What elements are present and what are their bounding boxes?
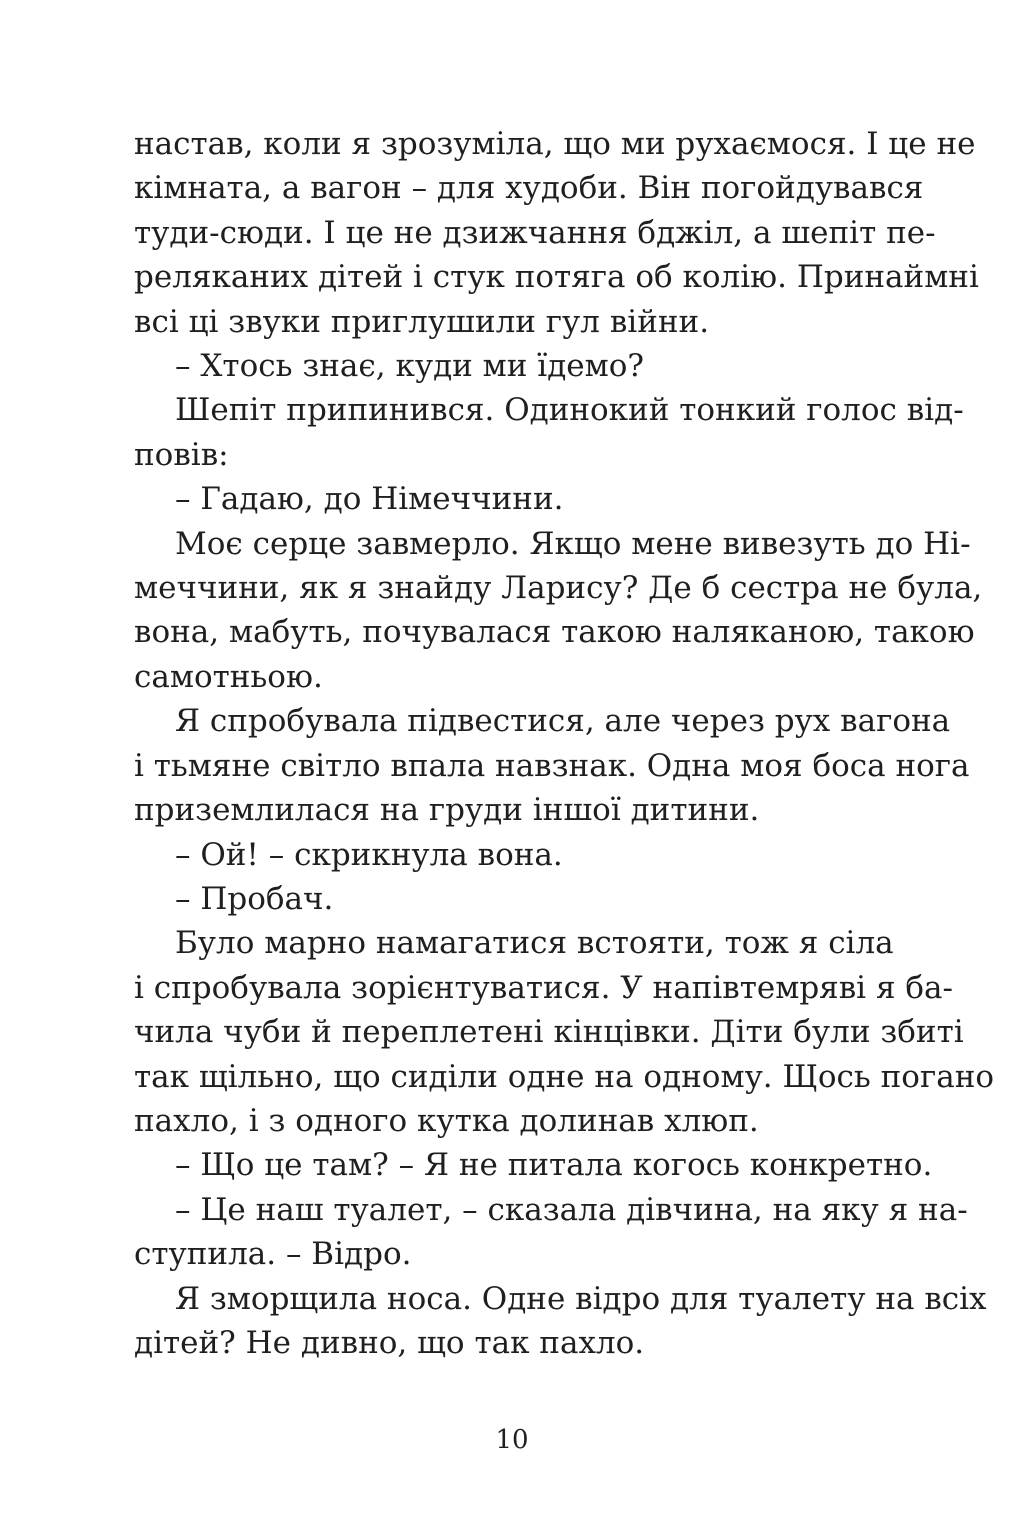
paragraph bbox=[134, 388, 964, 477]
text-line: вона, мабуть, почувалася такою наляканою, такою bbox=[134, 614, 975, 651]
page-body bbox=[134, 122, 995, 1365]
text-line: – Це наш туалет, – сказала дівчина, на яку я на- bbox=[175, 1191, 968, 1228]
text-line: настав, коли я зрозуміла, що ми рухаємося. І це не bbox=[134, 126, 976, 162]
text-line: чила чуби й переплетені кінцівки. Діти були збиті bbox=[134, 1014, 964, 1051]
text-line: всі ці звуки приглушили гул війни. bbox=[134, 303, 710, 340]
text-line: приземлилася на груди іншої дитини. bbox=[134, 792, 760, 829]
text-line: пахло, і з одного кутка долинав хлюп. bbox=[134, 1102, 759, 1139]
text-line: – Гадаю, до Німеччини. bbox=[175, 481, 564, 518]
text-line: меччини, як я знайду Ларису? Де б сестра не була, bbox=[134, 570, 983, 607]
paragraph bbox=[134, 1143, 933, 1187]
text-line: самотньою. bbox=[134, 658, 323, 695]
text-line: – Ой! – скрикнула вона. bbox=[175, 836, 563, 873]
paragraph bbox=[134, 921, 995, 1143]
text-line: – Що це там? – Я не питала когось конкретно. bbox=[175, 1147, 933, 1184]
text-line: – Пробач. bbox=[175, 880, 334, 917]
page-number: 10 bbox=[495, 1425, 529, 1455]
text-line: так щільно, що сиділи одне на одному. Щось погано bbox=[134, 1058, 995, 1095]
text-line: туди-сюди. І це не дзижчання бджіл, а шепіт пе- bbox=[134, 214, 936, 251]
text-line: дітей? Не дивно, що так пахло. bbox=[134, 1324, 645, 1361]
text-line: і спробувала зорієнтуватися. У напівтемряві я ба- bbox=[134, 969, 953, 1006]
text-line: повів: bbox=[134, 436, 229, 473]
paragraph bbox=[134, 1277, 987, 1366]
text-line: Моє серце завмерло. Якщо мене вивезуть до Ні- bbox=[175, 525, 971, 562]
paragraph bbox=[134, 122, 979, 344]
paragraph bbox=[134, 877, 886, 921]
paragraph bbox=[134, 344, 886, 388]
text-line: ступила. – Відро. bbox=[134, 1236, 412, 1273]
text-line: Шепіт припинився. Одинокий тонкий голос від- bbox=[175, 392, 964, 429]
text-line: Було марно намагатися встояти, тож я сіла bbox=[175, 925, 894, 962]
text-line: і тьмяне світло впала навзнак. Одна моя боса нога bbox=[134, 747, 970, 784]
text-line: кімната, а вагон – для худоби. Він погойдувався bbox=[134, 170, 924, 207]
paragraph bbox=[134, 477, 886, 521]
paragraph bbox=[134, 522, 983, 700]
text-line: Я зморщила носа. Одне відро для туалету на всіх bbox=[175, 1280, 987, 1317]
text-line: реляканих дітей і стук потяга об колію. Принаймні bbox=[134, 259, 979, 296]
paragraph bbox=[134, 833, 886, 877]
paragraph bbox=[134, 1188, 968, 1277]
text-line: – Хтось знає, куди ми їдемо? bbox=[175, 348, 645, 385]
paragraph bbox=[134, 699, 970, 832]
text-line: Я спробувала підвестися, але через рух вагона bbox=[175, 703, 951, 740]
